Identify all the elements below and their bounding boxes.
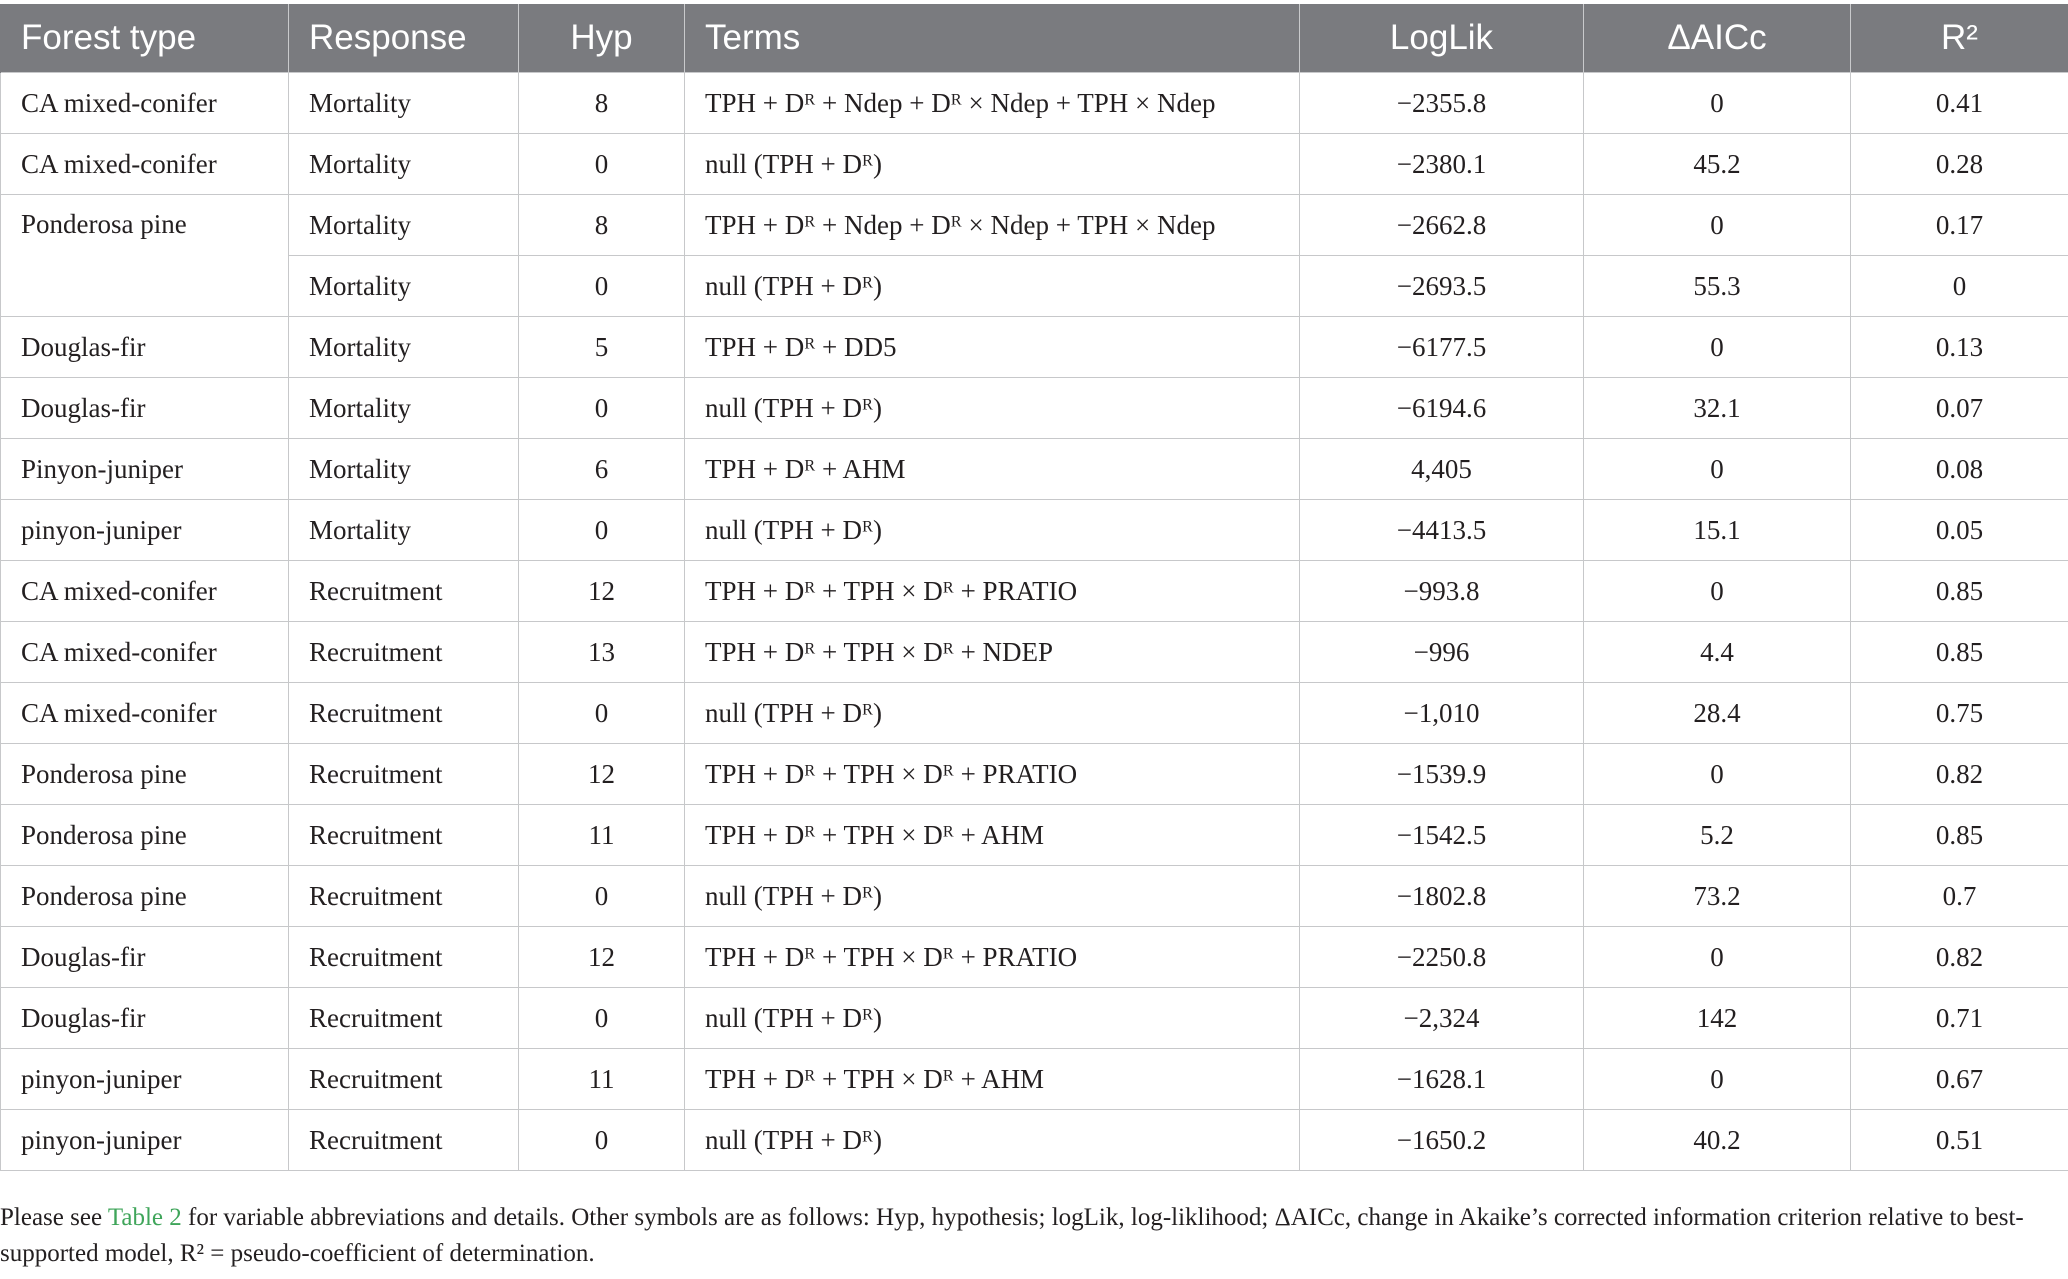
cell-response: Mortality (289, 500, 519, 561)
cell-r2: 0.17 (1851, 195, 2068, 256)
cell-r2: 0.28 (1851, 134, 2068, 195)
cell-loglik: −2693.5 (1300, 256, 1584, 317)
header-hyp: Hyp (519, 4, 685, 73)
cell-loglik: −4413.5 (1300, 500, 1584, 561)
cell-hyp: 8 (519, 73, 685, 134)
cell-terms: TPH + Dᴿ + TPH × Dᴿ + NDEP (685, 622, 1300, 683)
cell-loglik: −993.8 (1300, 561, 1584, 622)
cell-delta-aicc: 0 (1584, 195, 1851, 256)
cell-terms: TPH + Dᴿ + TPH × Dᴿ + AHM (685, 805, 1300, 866)
table-row (1, 1049, 2068, 1110)
table-row (1, 378, 2068, 439)
cell-loglik: −1802.8 (1300, 866, 1584, 927)
cell-terms: null (TPH + Dᴿ) (685, 256, 1300, 317)
cell-forest-type: pinyon-juniper (1, 1110, 289, 1171)
table-row (1, 988, 2068, 1049)
cell-loglik: −1650.2 (1300, 1110, 1584, 1171)
cell-r2: 0.82 (1851, 927, 2068, 988)
cell-delta-aicc: 40.2 (1584, 1110, 1851, 1171)
cell-response: Recruitment (289, 622, 519, 683)
cell-r2: 0.67 (1851, 1049, 2068, 1110)
cell-r2: 0.7 (1851, 866, 2068, 927)
cell-loglik: 4,405 (1300, 439, 1584, 500)
cell-r2: 0.08 (1851, 439, 2068, 500)
cell-response: Mortality (289, 195, 519, 256)
cell-delta-aicc: 15.1 (1584, 500, 1851, 561)
cell-hyp: 0 (519, 1110, 685, 1171)
footnote-text-start: Please see (0, 1204, 108, 1231)
cell-loglik: −1,010 (1300, 683, 1584, 744)
cell-delta-aicc: 32.1 (1584, 378, 1851, 439)
cell-delta-aicc: 142 (1584, 988, 1851, 1049)
cell-forest-type: CA mixed-conifer (1, 134, 289, 195)
cell-hyp: 8 (519, 195, 685, 256)
cell-terms: null (TPH + Dᴿ) (685, 683, 1300, 744)
cell-loglik: −2662.8 (1300, 195, 1584, 256)
table-row (1, 561, 2068, 622)
cell-loglik: −2380.1 (1300, 134, 1584, 195)
results-table (0, 4, 2068, 1171)
cell-terms: TPH + Dᴿ + TPH × Dᴿ + PRATIO (685, 744, 1300, 805)
cell-terms: TPH + Dᴿ + TPH × Dᴿ + PRATIO (685, 561, 1300, 622)
cell-delta-aicc: 0 (1584, 561, 1851, 622)
cell-response: Mortality (289, 73, 519, 134)
cell-forest-type: Pinyon-juniper (1, 439, 289, 500)
cell-hyp: 0 (519, 256, 685, 317)
cell-terms: TPH + Dᴿ + Ndep + Dᴿ × Ndep + TPH × Ndep (685, 195, 1300, 256)
cell-response: Mortality (289, 317, 519, 378)
cell-r2: 0.05 (1851, 500, 2068, 561)
cell-forest-type: Ponderosa pine (1, 744, 289, 805)
cell-delta-aicc: 0 (1584, 73, 1851, 134)
cell-delta-aicc: 73.2 (1584, 866, 1851, 927)
cell-r2: 0.75 (1851, 683, 2068, 744)
cell-delta-aicc: 0 (1584, 317, 1851, 378)
cell-delta-aicc: 55.3 (1584, 256, 1851, 317)
cell-hyp: 6 (519, 439, 685, 500)
cell-r2: 0.85 (1851, 622, 2068, 683)
cell-loglik: −2355.8 (1300, 73, 1584, 134)
cell-loglik: −6194.6 (1300, 378, 1584, 439)
table-row (1, 195, 2068, 256)
cell-forest-type: pinyon-juniper (1, 1049, 289, 1110)
table-header (1, 4, 2068, 73)
cell-loglik: −2,324 (1300, 988, 1584, 1049)
cell-response: Recruitment (289, 805, 519, 866)
cell-forest-type: Douglas-fir (1, 317, 289, 378)
header-delta-aicc: ΔAICc (1584, 4, 1851, 73)
cell-hyp: 5 (519, 317, 685, 378)
header-response: Response (289, 4, 519, 73)
table-row (1, 927, 2068, 988)
cell-response: Recruitment (289, 1049, 519, 1110)
cell-delta-aicc: 28.4 (1584, 683, 1851, 744)
cell-terms: null (TPH + Dᴿ) (685, 134, 1300, 195)
cell-response: Recruitment (289, 744, 519, 805)
cell-response: Mortality (289, 439, 519, 500)
footnote-text-end: for variable abbreviations and details. Other symbols are as follows: Hyp, hypothesis; logLik, log-liklihood; ΔAICc, change in Akaike’s corrected information criterion relative to best-supported model, R² = pseudo-coefficient of determination. (0, 1204, 2024, 1267)
cell-hyp: 0 (519, 134, 685, 195)
cell-response: Recruitment (289, 927, 519, 988)
cell-loglik: −1628.1 (1300, 1049, 1584, 1110)
cell-terms: null (TPH + Dᴿ) (685, 866, 1300, 927)
cell-delta-aicc: 45.2 (1584, 134, 1851, 195)
cell-loglik: −2250.8 (1300, 927, 1584, 988)
table-row (1, 73, 2068, 134)
cell-forest-type: Douglas-fir (1, 378, 289, 439)
table-row (1, 439, 2068, 500)
cell-forest-type: CA mixed-conifer (1, 622, 289, 683)
cell-forest-type: Douglas-fir (1, 988, 289, 1049)
cell-terms: TPH + Dᴿ + TPH × Dᴿ + PRATIO (685, 927, 1300, 988)
cell-forest-type: Ponderosa pine (1, 195, 289, 317)
cell-forest-type: Douglas-fir (1, 927, 289, 988)
cell-terms: TPH + Dᴿ + AHM (685, 439, 1300, 500)
cell-loglik: −1542.5 (1300, 805, 1584, 866)
cell-terms: TPH + Dᴿ + TPH × Dᴿ + AHM (685, 1049, 1300, 1110)
cell-hyp: 0 (519, 378, 685, 439)
cell-loglik: −996 (1300, 622, 1584, 683)
cell-delta-aicc: 0 (1584, 439, 1851, 500)
cell-loglik: −1539.9 (1300, 744, 1584, 805)
cell-delta-aicc: 5.2 (1584, 805, 1851, 866)
cell-hyp: 0 (519, 500, 685, 561)
table-row (1, 256, 2068, 317)
cell-delta-aicc: 0 (1584, 1049, 1851, 1110)
cell-r2: 0.07 (1851, 378, 2068, 439)
cell-r2: 0.85 (1851, 561, 2068, 622)
table-row (1, 622, 2068, 683)
header-r2: R² (1851, 4, 2068, 73)
cell-hyp: 0 (519, 683, 685, 744)
table-row (1, 683, 2068, 744)
table-row (1, 805, 2068, 866)
cell-r2: 0.41 (1851, 73, 2068, 134)
cell-terms: TPH + Dᴿ + Ndep + Dᴿ × Ndep + TPH × Ndep (685, 73, 1300, 134)
table-row (1, 866, 2068, 927)
table-body (1, 73, 2068, 1171)
cell-response: Recruitment (289, 561, 519, 622)
cell-hyp: 0 (519, 866, 685, 927)
cell-forest-type: CA mixed-conifer (1, 561, 289, 622)
cell-response: Recruitment (289, 988, 519, 1049)
table-row (1, 744, 2068, 805)
cell-hyp: 11 (519, 805, 685, 866)
table-2-link[interactable]: Table 2 (107, 1204, 182, 1231)
cell-hyp: 13 (519, 622, 685, 683)
cell-terms: null (TPH + Dᴿ) (685, 500, 1300, 561)
cell-forest-type: Ponderosa pine (1, 866, 289, 927)
cell-r2: 0 (1851, 256, 2068, 317)
cell-hyp: 11 (519, 1049, 685, 1110)
cell-r2: 0.82 (1851, 744, 2068, 805)
header-row (1, 4, 2068, 73)
cell-delta-aicc: 4.4 (1584, 622, 1851, 683)
cell-forest-type: pinyon-juniper (1, 500, 289, 561)
cell-terms: null (TPH + Dᴿ) (685, 988, 1300, 1049)
cell-forest-type: Ponderosa pine (1, 805, 289, 866)
table-row (1, 500, 2068, 561)
header-loglik: LogLik (1300, 4, 1584, 73)
cell-response: Recruitment (289, 866, 519, 927)
cell-r2: 0.71 (1851, 988, 2068, 1049)
cell-hyp: 12 (519, 744, 685, 805)
cell-terms: null (TPH + Dᴿ) (685, 378, 1300, 439)
header-terms: Terms (685, 4, 1300, 73)
cell-response: Recruitment (289, 683, 519, 744)
cell-r2: 0.51 (1851, 1110, 2068, 1171)
cell-forest-type: CA mixed-conifer (1, 683, 289, 744)
cell-hyp: 0 (519, 988, 685, 1049)
cell-terms: null (TPH + Dᴿ) (685, 1110, 1300, 1171)
header-forest-type: Forest type (1, 4, 289, 73)
cell-response: Recruitment (289, 1110, 519, 1171)
cell-response: Mortality (289, 378, 519, 439)
cell-delta-aicc: 0 (1584, 927, 1851, 988)
cell-delta-aicc: 0 (1584, 744, 1851, 805)
cell-loglik: −6177.5 (1300, 317, 1584, 378)
cell-response: Mortality (289, 134, 519, 195)
cell-hyp: 12 (519, 561, 685, 622)
cell-terms: TPH + Dᴿ + DD5 (685, 317, 1300, 378)
cell-response: Mortality (289, 256, 519, 317)
table-row (1, 317, 2068, 378)
table-footnote (0, 1200, 2068, 1272)
cell-r2: 0.85 (1851, 805, 2068, 866)
cell-r2: 0.13 (1851, 317, 2068, 378)
table-row (1, 134, 2068, 195)
cell-forest-type: CA mixed-conifer (1, 73, 289, 134)
cell-hyp: 12 (519, 927, 685, 988)
table-row (1, 1110, 2068, 1171)
